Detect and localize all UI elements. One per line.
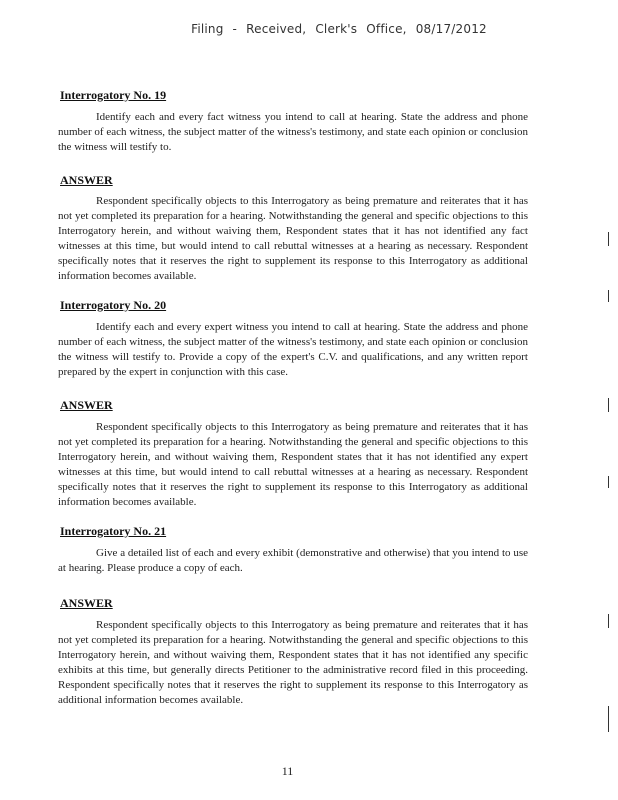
filing-stamp: Filing - Received, Clerk's Office, 08/17/2012 <box>191 22 487 36</box>
interrogatory-19-text: Identify each and every fact witness you intend to call at hearing. State the address and phone number of each witness, the subject matter of the witness's testimony, and state each opinion or conclusion the witness will testify to. <box>58 111 528 153</box>
answer-20-heading: ANSWER <box>60 398 113 412</box>
interrogatory-19-heading: Interrogatory No. 19 <box>60 88 167 102</box>
interrogatory-21-text: Give a detailed list of each and every exhibit (demonstrative and otherwise) that you intend to use at hearing. Please produce a copy of each. <box>58 547 528 574</box>
interrogatory-20-heading: Interrogatory No. 20 <box>60 298 167 312</box>
scan-margin-mark <box>608 706 609 732</box>
scan-margin-mark <box>608 476 609 488</box>
interrogatory-20-text: Identify each and every expert witness you intend to call at hearing. State the address and phone number of each witness, the subject matter of the witness's testimony, and state each opinion or conclusion the witness will testify to. Provide a copy of the expert's C.V. and qualifications, and any written report prepared by the expert in conjunction with this case. <box>58 321 528 378</box>
scan-margin-mark <box>608 290 609 302</box>
interrogatory-21-heading: Interrogatory No. 21 <box>60 524 167 538</box>
answer-21-heading: ANSWER <box>60 596 113 610</box>
scan-margin-mark <box>608 398 609 412</box>
answer-19-heading: ANSWER <box>60 173 113 187</box>
answer-21-text: Respondent specifically objects to this Interrogatory as being premature and reiterates that it has not yet completed its preparation for a hearing. Notwithstanding the general and specific objections to this Interrogatory herein, and without waiving them, Respondent states that it has not identified any specific exhibits at this time, but generally directs Petitioner to the administrative record filed in this proceeding. Respondent specifically notes that it reserves the right to supplement its response to this Interrogatory as additional information becomes available. <box>58 619 528 706</box>
scan-margin-mark <box>608 232 609 246</box>
answer-19-text: Respondent specifically objects to this Interrogatory as being premature and reiterates that it has not yet completed its preparation for a hearing. Notwithstanding the general and specific objections to this Interrogatory herein, and without waiving them, Respondent states that it has not identified any fact witnesses at this time, but would intend to call rebuttal witnesses at a hearing as necessary. Respondent specifically notes that it reserves the right to supplement its response to this Interrogatory as additional information becomes available. <box>58 195 528 282</box>
answer-20-text: Respondent specifically objects to this Interrogatory as being premature and reiterates that it has not yet completed its preparation for a hearing. Notwithstanding the general and specific objections to this Interrogatory herein, and without waiving them, Respondent states that it has not identified any expert witnesses at this time, but would intend to call rebuttal witnesses at a hearing as necessary. Respondent specifically notes that it reserves the right to supplement its response to this Interrogatory as additional information becomes available. <box>58 421 528 508</box>
page-number: 11 <box>281 764 294 778</box>
scan-margin-mark <box>608 614 609 628</box>
